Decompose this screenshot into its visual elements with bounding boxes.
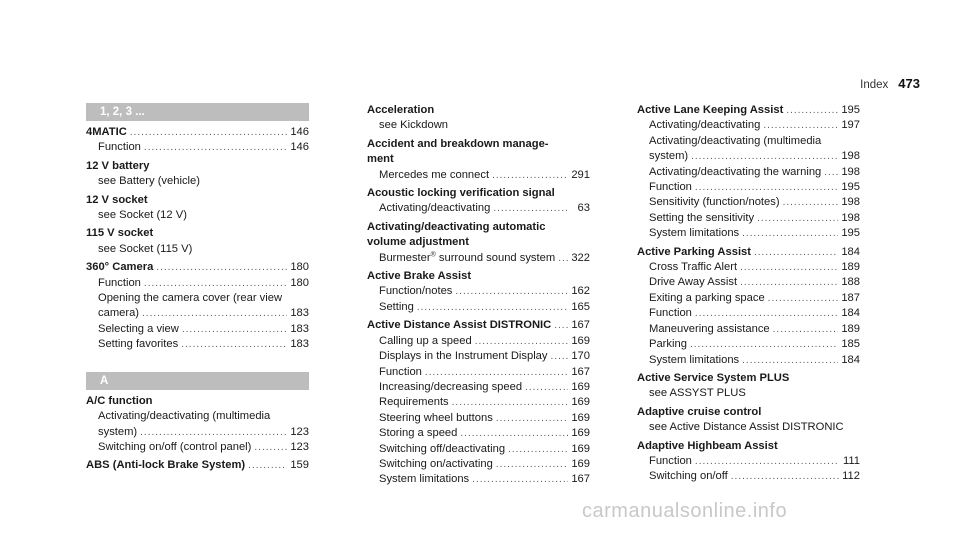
index-entry <box>367 269 590 315</box>
index-entry <box>637 245 860 368</box>
subentry: System limitations <box>379 473 470 486</box>
page-ref[interactable]: 184 <box>841 307 860 320</box>
page-ref[interactable]: 167 <box>571 319 590 332</box>
subentry: Function <box>98 276 141 289</box>
subentry: Function <box>649 307 692 320</box>
subentry: System limitations <box>649 353 740 366</box>
entry-title: 115 V socket <box>86 227 154 240</box>
section-title: Index <box>860 79 889 91</box>
subentry: Function <box>649 454 692 467</box>
index-entry <box>637 371 860 402</box>
page-ref[interactable]: 195 <box>841 104 860 116</box>
index-entry <box>637 405 860 436</box>
subentry: Parking <box>649 338 687 351</box>
page-ref[interactable]: 198 <box>841 211 860 224</box>
subentry: Increasing/decreasing speed <box>379 380 523 393</box>
page-ref[interactable]: 169 <box>571 442 590 455</box>
page-ref[interactable]: 183 <box>290 307 309 320</box>
cross-reference[interactable]: see ASSYST PLUS <box>649 387 746 400</box>
page-ref[interactable]: 170 <box>571 350 590 363</box>
page-ref[interactable]: 146 <box>290 141 309 154</box>
index-entry <box>367 318 590 487</box>
cross-reference[interactable]: see Socket (12 V) <box>98 209 187 222</box>
cross-reference[interactable]: see Socket (115 V) <box>98 242 193 255</box>
index-entry <box>637 439 860 485</box>
page-ref[interactable]: 167 <box>571 473 590 486</box>
page-ref[interactable]: 146 <box>290 126 309 138</box>
subentry: Opening the camera cover (rear view <box>98 292 283 305</box>
cross-reference[interactable]: see Kickdown <box>379 119 449 132</box>
entry-title: A/C function <box>86 394 153 407</box>
page-ref[interactable]: 111 <box>842 454 860 467</box>
page-ref[interactable]: 169 <box>571 427 590 440</box>
page-number: 473 <box>898 76 920 91</box>
page-ref[interactable]: 198 <box>841 150 860 163</box>
page-ref[interactable]: 112 <box>842 470 860 483</box>
page-ref[interactable]: 169 <box>571 411 590 424</box>
subentry: Mercedes me connect <box>379 168 490 181</box>
index-entry <box>86 226 309 257</box>
subentry: Function <box>379 365 422 378</box>
index-column-3 <box>637 103 860 485</box>
entry-title: 360° Camera <box>86 261 154 274</box>
index-column-2 <box>367 103 590 488</box>
entry-title: 12 V socket <box>86 193 148 206</box>
entry-title: ABS (Anti-lock Brake System) <box>86 459 246 472</box>
subentry: Activating/deactivating (multimedia <box>98 410 271 423</box>
entry-title: Accident and breakdown manage- <box>367 137 549 150</box>
entry-title: 4MATIC <box>86 126 127 138</box>
subentry: Selecting a view <box>98 322 179 335</box>
entry-title-cont: ment <box>367 153 394 166</box>
page-ref[interactable]: 123 <box>290 425 309 438</box>
page-ref[interactable]: 162 <box>571 285 590 298</box>
page-ref[interactable]: 159 <box>290 459 309 472</box>
subentry: Drive Away Assist <box>649 276 738 289</box>
subentry: Maneuvering assistance <box>649 322 770 335</box>
index-column-1 <box>86 103 309 474</box>
index-entry <box>86 260 309 352</box>
subentry-cont: system) <box>98 425 138 438</box>
index-entry <box>367 186 590 217</box>
subentry: Setting favorites <box>98 338 179 351</box>
subentry: Activating/deactivating (multimedia <box>649 134 822 147</box>
page-ref[interactable]: 189 <box>841 322 860 335</box>
subentry: Displays in the Instrument Display <box>379 350 548 363</box>
page-ref[interactable]: 165 <box>571 300 590 313</box>
subentry: Activating/deactivating <box>379 202 491 215</box>
subentry: Activating/deactivating the warning <box>649 165 822 178</box>
entry-title: Active Parking Assist <box>637 245 751 258</box>
page-ref[interactable]: 167 <box>571 365 590 378</box>
entry-title: 12 V battery <box>86 159 150 172</box>
page-ref[interactable]: 169 <box>571 380 590 393</box>
index-entry <box>86 159 309 190</box>
entry-title: Adaptive cruise control <box>637 405 762 418</box>
page-ref[interactable]: 195 <box>841 181 860 194</box>
section-bar-a: A <box>86 372 309 390</box>
page-ref[interactable]: 197 <box>841 119 860 132</box>
page-ref[interactable]: 169 <box>571 396 590 409</box>
page-ref[interactable]: 183 <box>290 338 309 351</box>
page-header <box>860 76 920 91</box>
page-ref[interactable]: 188 <box>841 276 860 289</box>
subentry: Setting <box>379 300 414 313</box>
index-entry <box>367 103 590 134</box>
subentry: Exiting a parking space <box>649 291 765 304</box>
index-entry <box>367 137 590 183</box>
subentry: Switching on/off <box>649 470 728 483</box>
subentry: Cross Traffic Alert <box>649 261 738 274</box>
entry-title: Active Lane Keeping Assist <box>637 104 784 116</box>
entry-title: Acoustic locking verification signal <box>367 187 555 200</box>
page-ref[interactable]: 187 <box>841 291 860 304</box>
subentry: Function <box>649 181 692 194</box>
index-entry <box>86 394 309 456</box>
page-ref[interactable]: 198 <box>841 165 860 178</box>
page-ref[interactable]: 195 <box>841 227 860 240</box>
index-entry <box>86 193 309 224</box>
page-ref[interactable]: 291 <box>571 168 590 181</box>
entry-title: Acceleration <box>367 104 435 116</box>
subentry: Steering wheel buttons <box>379 411 493 424</box>
page-ref[interactable]: 184 <box>841 353 860 366</box>
page-ref[interactable]: 63 <box>577 202 590 215</box>
page-ref[interactable]: 180 <box>290 276 309 289</box>
subentry: Switching on/activating <box>379 457 493 470</box>
page-ref[interactable]: 322 <box>571 251 590 264</box>
page-ref[interactable]: 198 <box>841 196 860 209</box>
index-entry <box>367 220 590 266</box>
subentry-cont: camera) <box>98 307 140 320</box>
page-ref[interactable]: 169 <box>571 334 590 347</box>
subentry: Switching on/off (control panel) <box>98 440 252 453</box>
subentry: Function/notes <box>379 285 453 298</box>
subentry: Setting the sensitivity <box>649 211 755 224</box>
index-entry <box>86 458 309 473</box>
subentry: Activating/deactivating <box>649 119 761 132</box>
page-ref[interactable]: 189 <box>841 261 860 274</box>
cross-reference[interactable]: see Battery (vehicle) <box>98 175 200 188</box>
entry-title: Adaptive Highbeam Assist <box>637 439 778 452</box>
page-ref[interactable]: 184 <box>841 245 860 258</box>
page-ref[interactable]: 183 <box>290 322 309 335</box>
entry-title: Active Service System PLUS <box>637 371 790 384</box>
cross-reference[interactable]: see Active Distance Assist DISTRONIC <box>649 421 844 434</box>
subentry: Requirements <box>379 396 449 409</box>
entry-title: Active Distance Assist DISTRONIC <box>367 319 552 332</box>
page-ref[interactable]: 185 <box>841 338 860 351</box>
subentry: Switching off/deactivating <box>379 442 506 455</box>
section-bar-numbers: 1, 2, 3 ... <box>86 103 309 121</box>
subentry: Sensitivity (function/notes) <box>649 196 780 209</box>
subentry: System limitations <box>649 227 740 240</box>
entry-title-cont: volume adjustment <box>367 236 469 249</box>
page-ref[interactable]: 180 <box>290 261 309 274</box>
watermark: carmanualsonline.info <box>582 500 788 522</box>
index-entry <box>637 103 860 242</box>
subentry-cont: system) <box>649 150 689 163</box>
subentry: Calling up a speed <box>379 334 472 347</box>
entry-title: Active Brake Assist <box>367 270 472 283</box>
index-entry <box>86 125 309 156</box>
subentry: Function <box>98 141 141 154</box>
entry-title: Activating/deactivating automatic <box>367 220 546 233</box>
page-ref[interactable]: 123 <box>290 440 309 453</box>
subentry: Burmester® surround sound system <box>379 250 556 264</box>
page-ref[interactable]: 169 <box>571 457 590 470</box>
subentry: Storing a speed <box>379 427 458 440</box>
